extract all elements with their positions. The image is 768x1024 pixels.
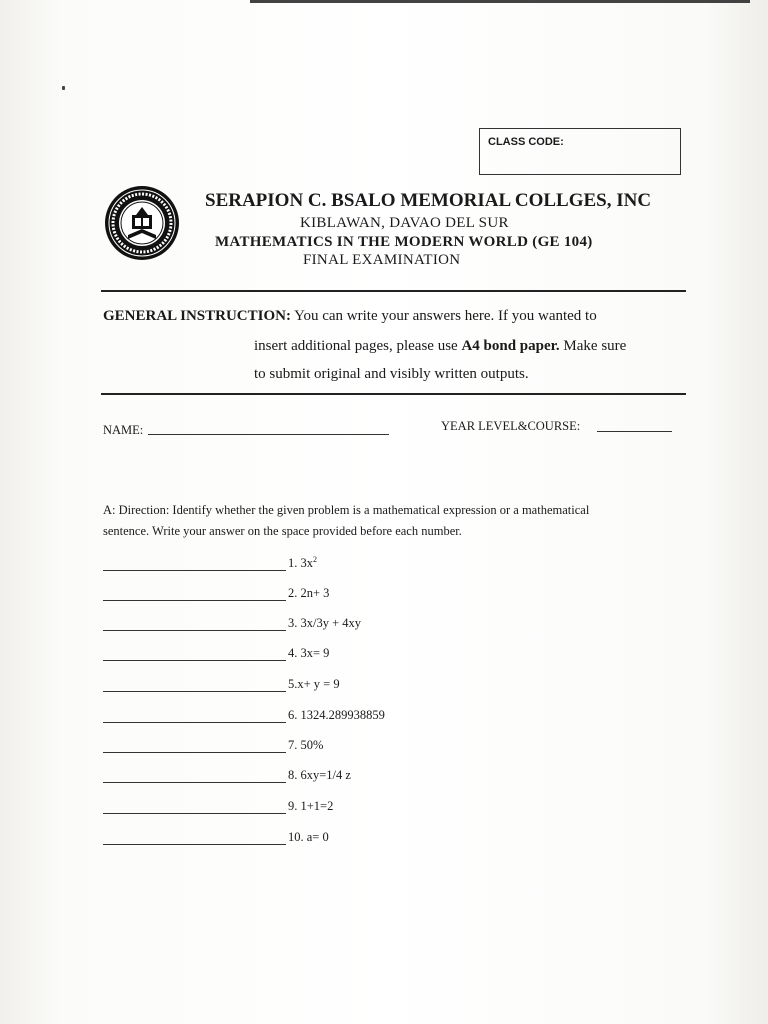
answer-blank[interactable] <box>103 844 286 845</box>
instruction-line-2 <box>254 338 626 355</box>
divider-top <box>101 290 686 292</box>
answer-blank[interactable] <box>103 813 286 814</box>
instruction-line-2-text: insert additional pages, please use <box>254 338 462 354</box>
answer-blank[interactable] <box>103 570 286 571</box>
item-text: 6. 1324.289938859 <box>288 708 385 722</box>
item-text: 7. 50% <box>288 738 324 752</box>
year-course-label: YEAR LEVEL&COURSE: <box>441 419 581 433</box>
item-1-expression: 1. 3x <box>288 556 313 570</box>
instruction-line-1: You can write your answers here. If you wanted to <box>290 308 597 324</box>
school-seal-logo <box>104 185 180 261</box>
name-label: NAME: <box>103 423 144 437</box>
exam-title: FINAL EXAMINATION <box>303 252 461 268</box>
school-address: KIBLAWAN, DAVAO DEL SUR <box>300 215 509 231</box>
item-text: 2. 2n+ 3 <box>288 586 330 600</box>
instruction-bold-text: A4 bond paper. <box>461 338 560 354</box>
answer-blank[interactable] <box>103 630 286 631</box>
class-code-label: CLASS CODE: <box>488 136 564 148</box>
answer-blank[interactable] <box>103 752 286 753</box>
item-text: 8. 6xy=1/4 z <box>288 768 351 782</box>
instruction-line-2-end: Make sure <box>559 338 627 354</box>
instruction-line-3: to submit original and visibly written outputs. <box>254 366 529 382</box>
answer-blank[interactable] <box>103 691 286 692</box>
item-text <box>288 556 317 571</box>
direction-text <box>103 500 693 542</box>
school-name: SERAPION C. BSALO MEMORIAL COLLGES, INC <box>205 190 652 211</box>
item-text: 5.x+ y = 9 <box>288 677 340 691</box>
scan-speck <box>62 86 65 90</box>
item-text: 9. 1+1=2 <box>288 799 334 813</box>
answer-blank[interactable] <box>103 782 286 783</box>
item-text: 10. a= 0 <box>288 830 329 844</box>
answer-blank[interactable] <box>103 722 286 723</box>
name-field[interactable] <box>148 434 389 435</box>
item-text: 3. 3x/3y + 4xy <box>288 616 362 630</box>
direction-line-2: sentence. Write your answer on the space provided before each number. <box>103 524 462 538</box>
item-text: 4. 3x= 9 <box>288 646 330 660</box>
item-1-exponent: 2 <box>313 555 317 564</box>
answer-blank[interactable] <box>103 660 286 661</box>
scan-edge-line <box>250 0 750 3</box>
direction-line-1: A: Direction: Identify whether the given problem is a mathematical expression or a mathematical <box>103 503 590 517</box>
general-instruction <box>103 308 597 325</box>
instruction-label: GENERAL INSTRUCTION: <box>103 308 291 324</box>
answer-blank[interactable] <box>103 600 286 601</box>
year-course-field[interactable] <box>597 431 672 432</box>
course-title: MATHEMATICS IN THE MODERN WORLD (GE 104) <box>215 234 593 250</box>
class-code-box <box>479 128 681 175</box>
divider-bottom <box>101 393 686 395</box>
